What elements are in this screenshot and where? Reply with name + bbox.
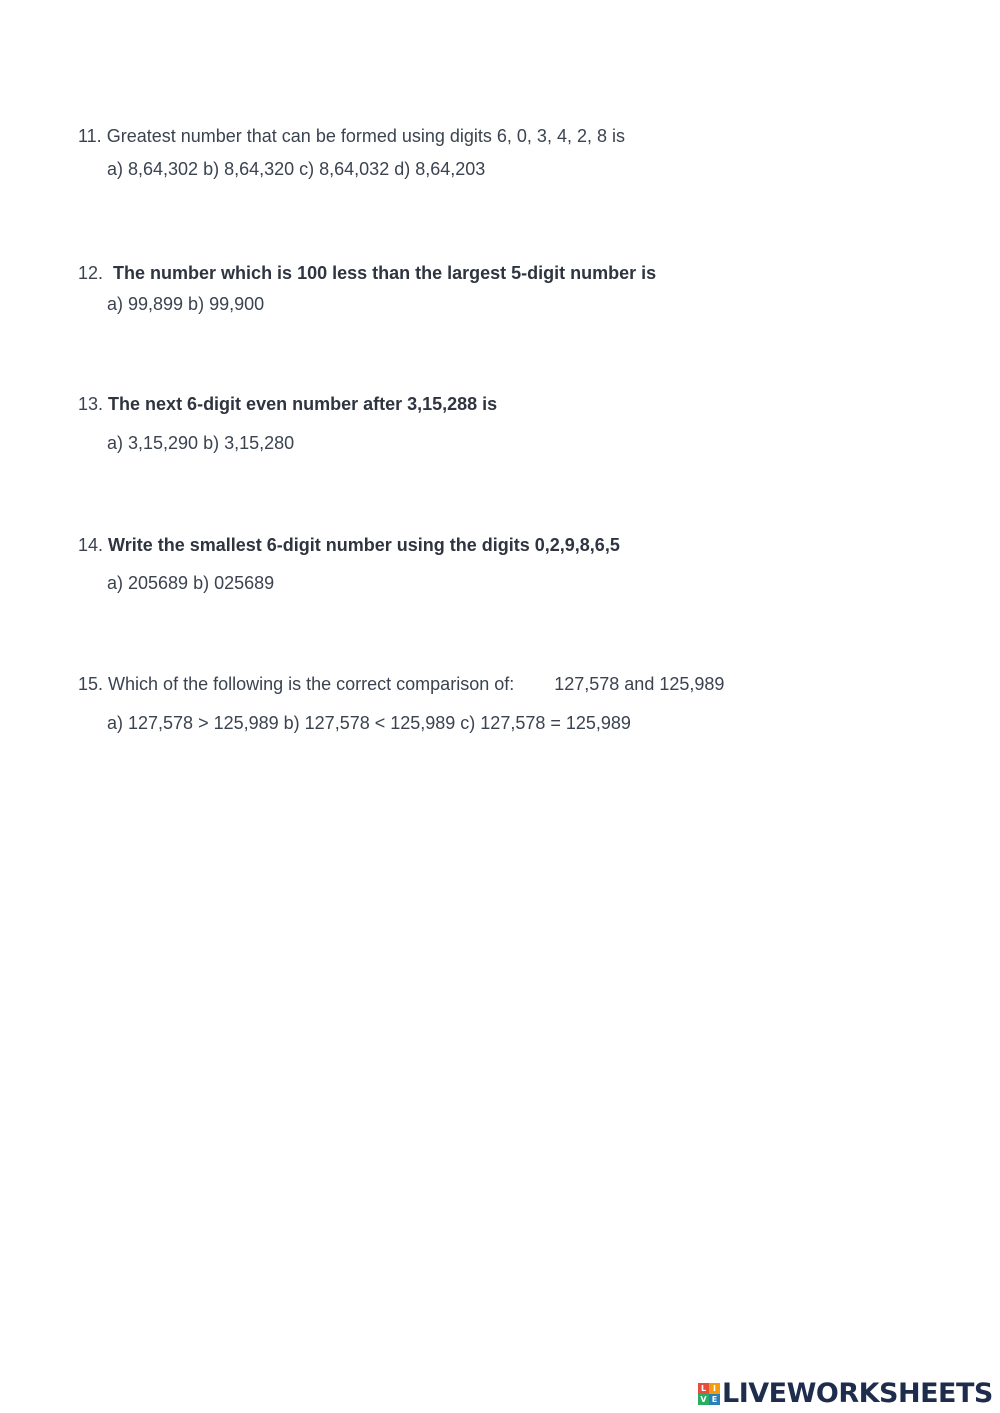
question-number: 13. <box>78 394 104 414</box>
question-number: 11. <box>78 126 102 146</box>
question-text: Which of the following is the correct comparison of: <box>108 674 515 694</box>
liveworksheets-logo-icon <box>698 1383 720 1405</box>
question-12 <box>78 261 656 285</box>
question-text: The number which is 100 less than the largest 5-digit number is <box>113 263 657 283</box>
logo-tile-v: V <box>698 1394 709 1405</box>
logo-tile-l: L <box>698 1383 709 1394</box>
question-number: 15. <box>78 674 104 694</box>
question-11-options: a) 8,64,302 b) 8,64,320 c) 8,64,032 d) 8,64,203 <box>107 159 486 179</box>
question-15 <box>78 672 724 696</box>
question-text: Write the smallest 6-digit number using the digits 0,2,9,8,6,5 <box>108 535 620 555</box>
logo-tile-e: E <box>709 1394 720 1405</box>
question-13 <box>78 392 497 416</box>
question-11 <box>78 124 625 148</box>
logo-tile-i: I <box>709 1383 720 1394</box>
question-14 <box>78 533 620 557</box>
brand-name: LIVEWORKSHEETS <box>722 1378 993 1409</box>
question-12-options: a) 99,899 b) 99,900 <box>107 294 265 314</box>
question-13-options: a) 3,15,290 b) 3,15,280 <box>107 433 295 453</box>
question-14-options: a) 205689 b) 025689 <box>107 573 275 593</box>
question-text: The next 6-digit even number after 3,15,288 is <box>108 394 498 414</box>
question-text: Greatest number that can be formed using digits 6, 0, 3, 4, 2, 8 is <box>106 126 625 146</box>
question-number: 12. <box>78 263 104 283</box>
question-text-extra: 127,578 and 125,989 <box>554 674 725 694</box>
liveworksheets-brand <box>698 1379 993 1409</box>
question-number: 14. <box>78 535 104 555</box>
question-15-options: a) 127,578 > 125,989 b) 127,578 < 125,989 c) 127,578 = 125,989 <box>107 713 631 733</box>
